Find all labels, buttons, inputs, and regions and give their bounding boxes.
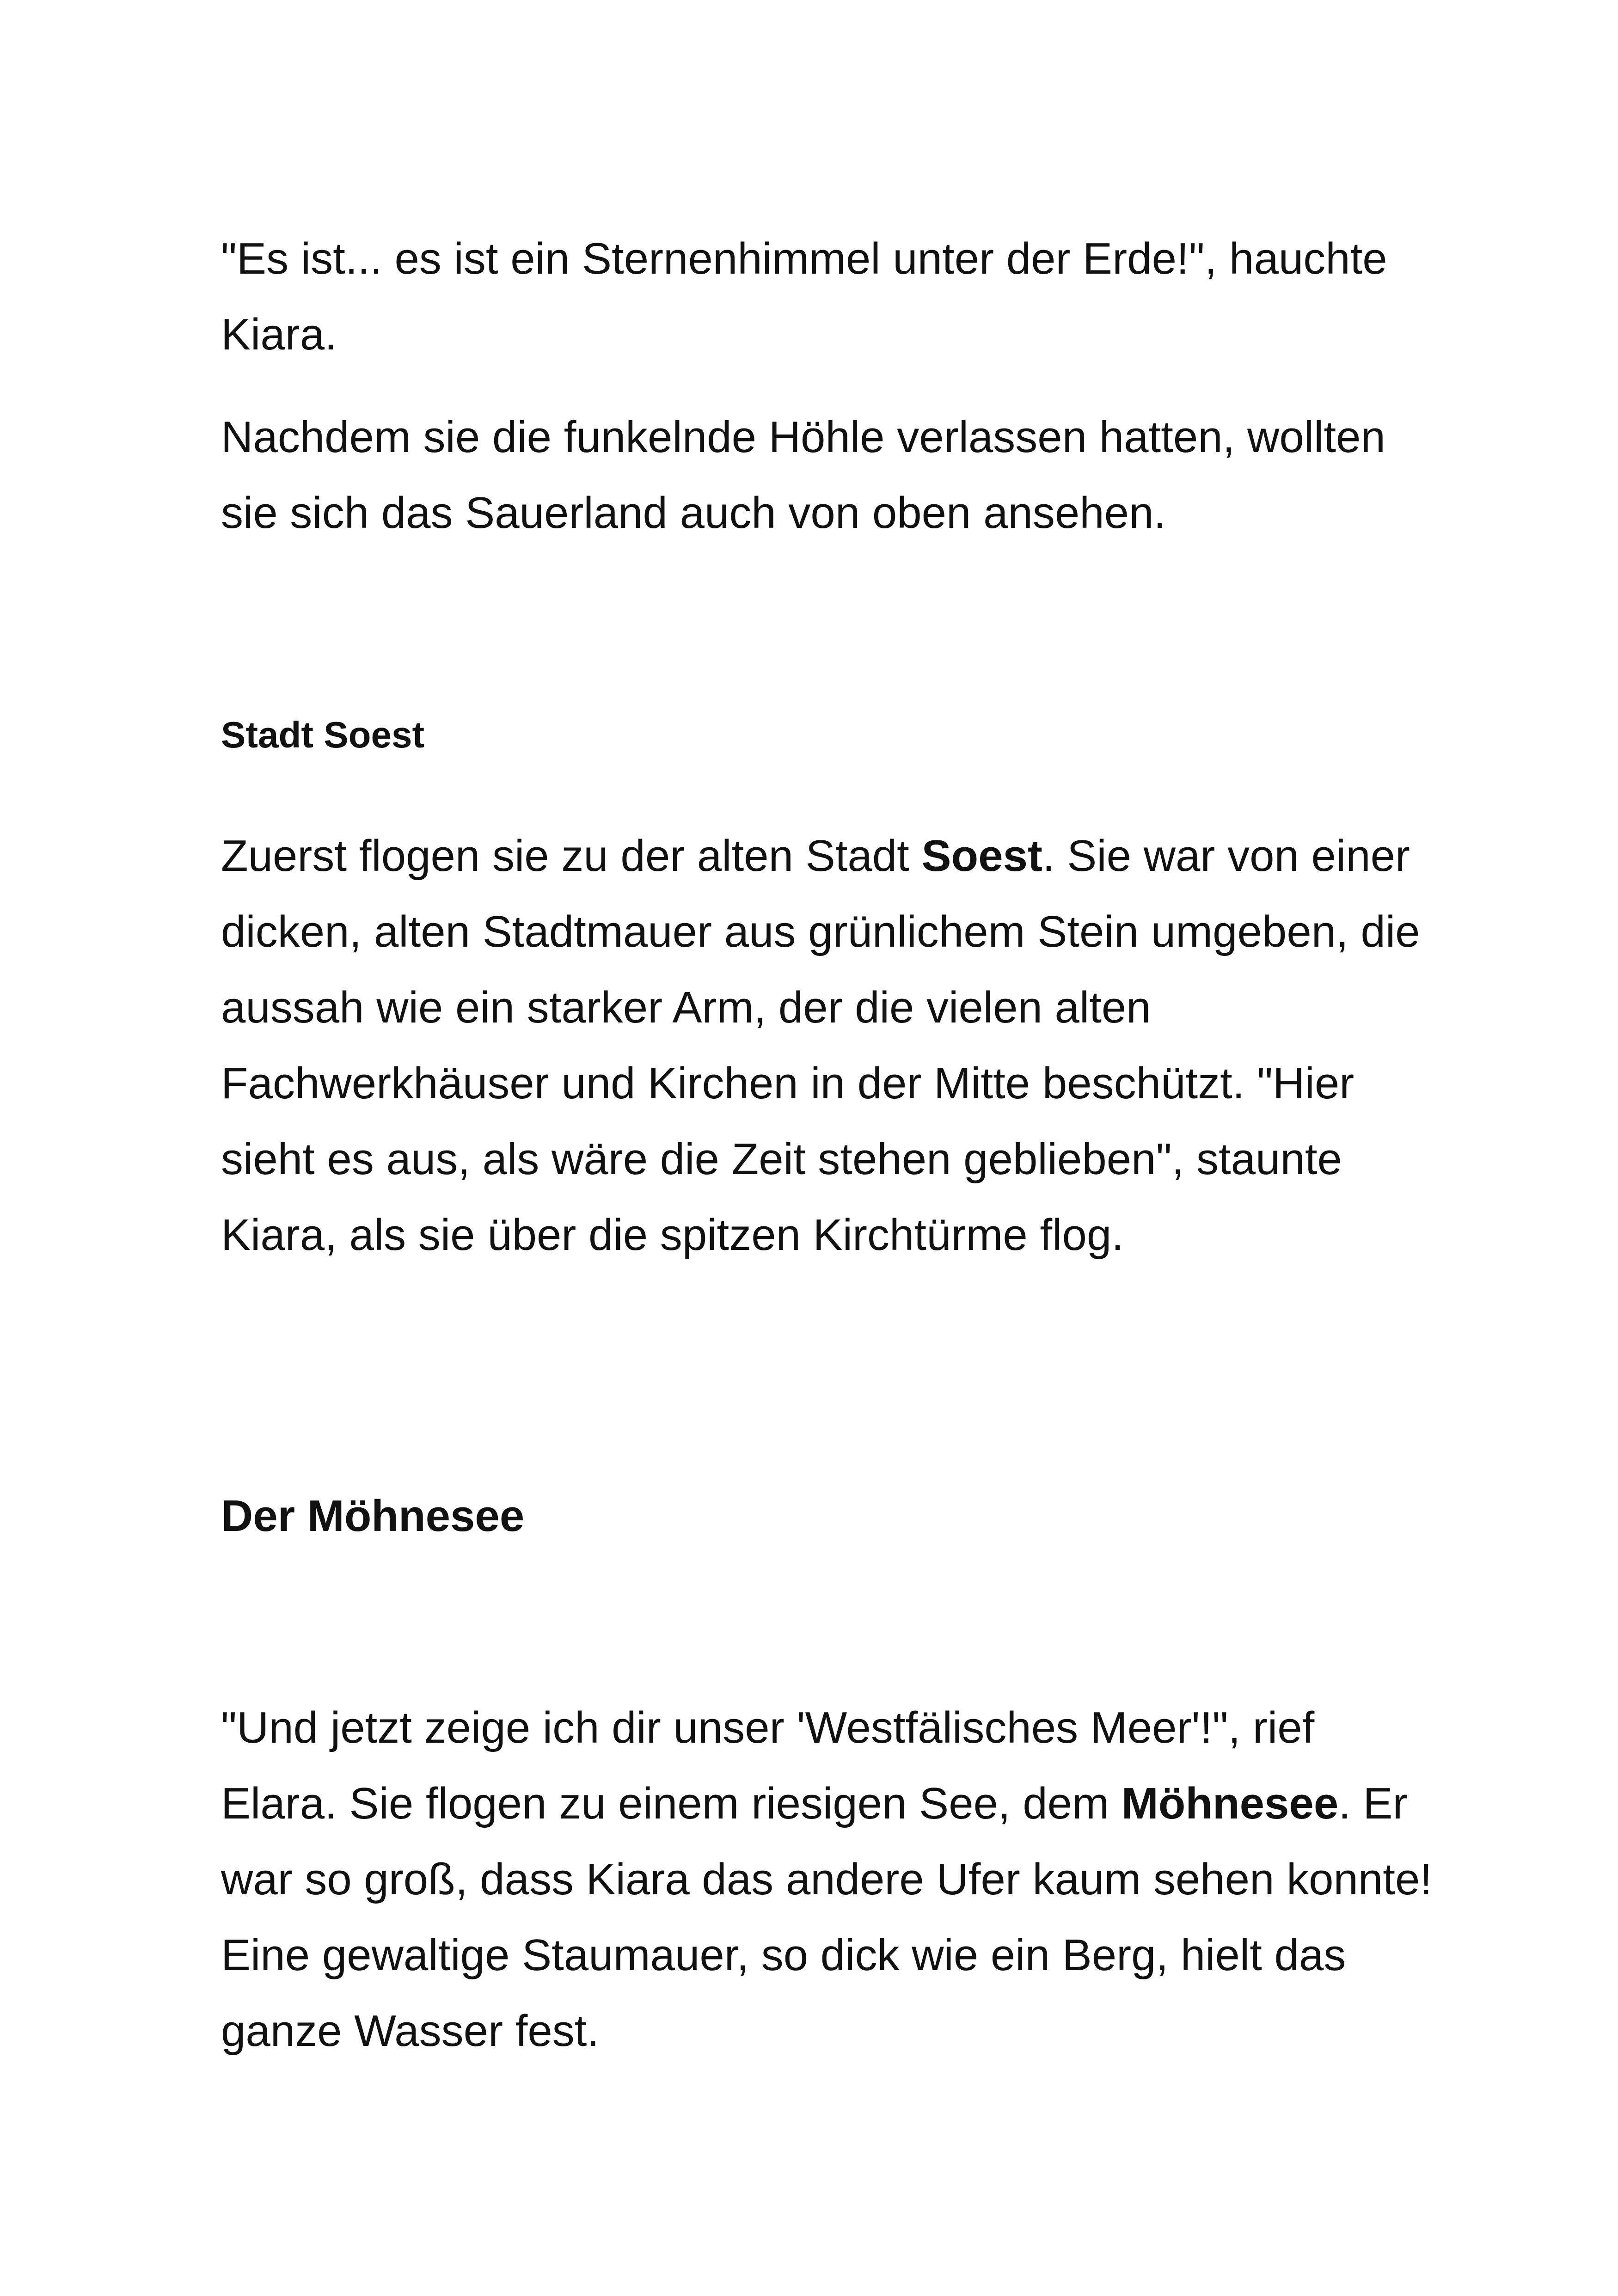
paragraph-moehnesee	[221, 1690, 1441, 2069]
heading-stadt-soest: Stadt Soest	[221, 714, 425, 755]
paragraph-soest-text-before: Zuerst flogen sie zu der alten Stadt	[221, 831, 922, 881]
paragraph-moehnesee-text-before: "Und jetzt zeige ich dir unser 'Westfälisches Meer'!", rief Elara. Sie flogen zu einem riesigen See, dem	[221, 1703, 1315, 1828]
paragraph-soest-text-after: . Sie war von einer dicken, alten Stadtmauer aus grünlichem Stein umgeben, die aussah wie ein starker Arm, der die vielen alten Fachwerkhäuser und Kirchen in der Mitte beschützt. "Hier sieht es aus, als wäre die Zeit stehen geblieben", staunte Kiara, als sie über die spitzen Kirchtürme flog.	[221, 831, 1420, 1260]
paragraph-moehnesee-text-after: . Er war so groß, dass Kiara das andere Ufer kaum sehen konnte! Eine gewaltige Staumauer, so dick wie ein Berg, hielt das ganze Wasser fest.	[221, 1779, 1433, 2056]
heading-der-moehnesee: Der Möhnesee	[221, 1491, 525, 1541]
paragraph-moehnesee-bold-term: Möhnesee	[1121, 1779, 1339, 1828]
paragraph-sternenhimmel: "Es ist... es ist ein Sternenhimmel unter der Erde!", hauchte Kiara.	[221, 234, 1387, 359]
paragraph-soest	[221, 818, 1441, 1273]
paragraph-soest-bold-term: Soest	[921, 831, 1042, 881]
paragraph-hoehle-verlassen: Nachdem sie die funkelnde Höhle verlassen hatten, wollten sie sich das Sauerland auch von oben ansehen.	[221, 412, 1385, 538]
